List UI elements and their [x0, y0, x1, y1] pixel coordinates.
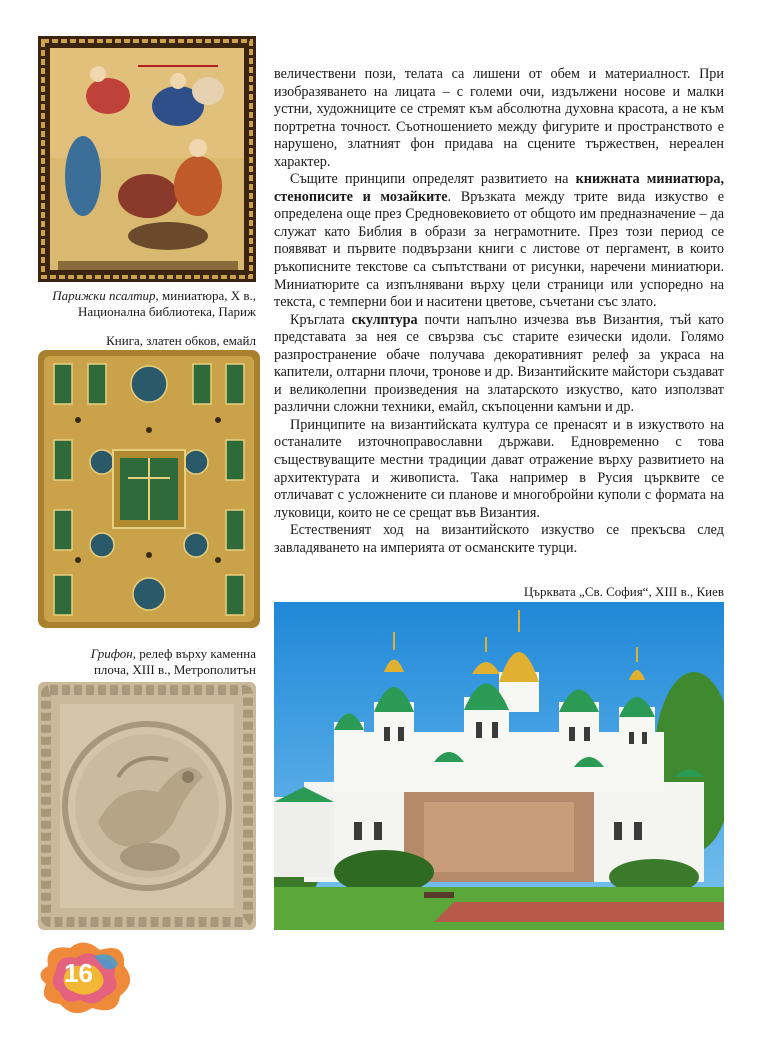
griffin-caption-title: Грифон, [90, 646, 137, 661]
psalter-caption [26, 288, 256, 320]
book-caption: Книга, златен обков, емайл [106, 333, 256, 348]
paragraph [274, 171, 724, 311]
psalter-miniature-image [38, 36, 256, 282]
church-caption: Църквата „Св. София“, XIII в., Киев [523, 584, 724, 599]
paragraph: величествени пози, телата са лишени от обем и материалност. При изобразяването на лицата – с големи очи, издължени носове и малки устни, художниците се стремят към абсолютна духовна красота, а не към портретна точност. Съотношението между фигурите и пространството е нарушено, златният фон придава на сцените тържествен, нереален характер. [274, 66, 724, 170]
psalter-caption-line2: Национална библиотека, Париж [78, 304, 256, 319]
psalter-caption-rest: миниатюра, X в., [162, 288, 256, 303]
psalter-caption-title: Парижки псалтир, [52, 288, 159, 303]
page-number: 16 [64, 958, 93, 988]
bold-term: книжната миниатюра, стенописите и мозайките [274, 171, 725, 205]
bold-term: скулптура [351, 311, 418, 328]
griffin-caption [26, 646, 256, 678]
paragraph-text: . Връзката между трите вида изкуство е определена още през Средновековието от общото им предназначение – да служат като Библия в образи за неграмотните. През този период се появяват и първите подвързани книги с листове от пергамент, в които ръкописните текстове са съпътствани от рисунки, наречени миниатюри. Миниатюрите са изпълнявани върху цели страници или успоредно на текста, с темперни бои и наситени цветове, съчетани със злато. [274, 188, 724, 311]
paragraph-text: почти напълно изчезва във Византия, тъй като представата за нея се свързва със старите езически идоли. Голямо разпространение обаче получава декоративният релеф за украса на капители, олтарни плочи, тронове и др. Византийските майстори създават и великолепни произведения на златарското изкуство, като използват различни сложни техники, емайл, скъпоценни камъни и др. [274, 311, 725, 416]
gold-book-cover-image [38, 350, 260, 628]
griffin-caption-line2: плоча, XIII в., Метрополитън [93, 662, 256, 677]
paragraph-text: Кръглата [290, 311, 345, 328]
paragraph [274, 312, 724, 417]
body-text [274, 66, 724, 557]
st-sophia-church-image [274, 602, 724, 930]
paragraph: Принципите на византийската култура се пренасят и в изкуството на останалите източноправославни държави. Едновременно с това съществуващите местни традиции дават отражение върху развитието на архитектурата и живописта. Така например в Русия църквите се отличават с усложнените си планове и многобройни куполи с формата на луковици, които не се срещат във Византия. [274, 416, 724, 521]
griffin-caption-rest: релеф върху каменна [139, 646, 256, 661]
griffin-relief-image [38, 682, 256, 930]
paragraph: Естественият ход на византийското изкуство се прекъсва след завладяването на империята от османските турци. [274, 522, 724, 556]
paragraph-text: Същите принципи определят развитието на [290, 171, 569, 188]
